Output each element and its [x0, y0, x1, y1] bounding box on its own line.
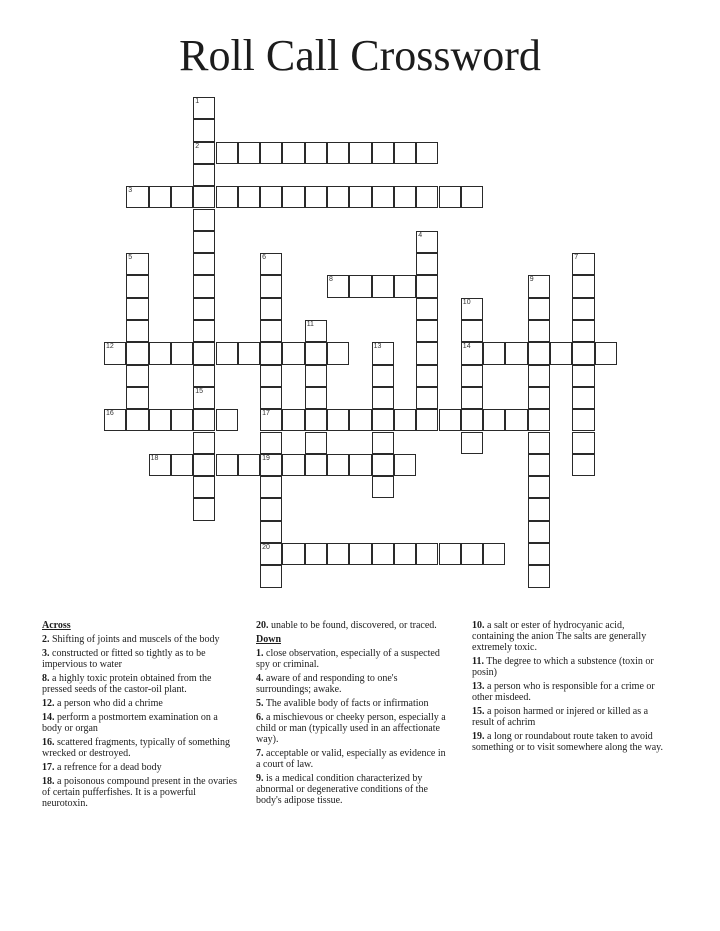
grid-cell[interactable]: [483, 543, 505, 565]
grid-cell[interactable]: [171, 186, 193, 208]
grid-cell[interactable]: [193, 231, 215, 253]
clue-number-label: 1.: [256, 648, 264, 659]
grid-cell[interactable]: [461, 387, 483, 409]
grid-cell[interactable]: [260, 142, 282, 164]
grid-cell[interactable]: [572, 253, 594, 275]
clue-number: 5: [128, 254, 133, 262]
grid-cell[interactable]: [572, 454, 594, 476]
clue-number: 18: [150, 454, 159, 462]
grid-cell[interactable]: [193, 186, 215, 208]
grid-cell[interactable]: [461, 186, 483, 208]
grid-cell[interactable]: [260, 253, 282, 275]
grid-cell[interactable]: [260, 476, 282, 498]
grid-cell[interactable]: [260, 454, 282, 476]
clue-number: 8: [329, 276, 333, 284]
across-heading: Across: [42, 620, 71, 631]
across-clue-list: [42, 634, 238, 809]
clue-number: 12: [106, 343, 114, 351]
clue-number: 1: [195, 98, 200, 105]
grid-cell[interactable]: [171, 409, 193, 431]
grid-cell[interactable]: [483, 342, 505, 364]
clue-text: close observation, especially of a suspected spy or criminal.: [256, 648, 440, 670]
grid-cell[interactable]: [282, 142, 304, 164]
grid-cell[interactable]: [305, 387, 327, 409]
clue-text: acceptable or valid, especially as evidence in a court of law.: [256, 748, 446, 770]
clue-number: 14: [462, 343, 471, 351]
grid-cell[interactable]: [416, 275, 438, 297]
grid-cell[interactable]: [193, 476, 215, 498]
grid-cell[interactable]: [372, 543, 394, 565]
clue-number-label: 20.: [256, 620, 269, 631]
grid-cell[interactable]: [193, 342, 215, 364]
grid-cell[interactable]: [327, 186, 349, 208]
grid-cell[interactable]: [282, 454, 304, 476]
clues-column-2: [256, 620, 448, 809]
clue-number-label: 11.: [472, 656, 484, 667]
clue-item: [472, 681, 668, 703]
grid-cell[interactable]: [416, 231, 438, 253]
grid-cell[interactable]: [149, 409, 171, 431]
grid-cell[interactable]: [193, 320, 215, 342]
grid-cell[interactable]: [572, 320, 594, 342]
clue-number-label: 19.: [472, 731, 485, 742]
clue-number: 20: [262, 544, 270, 551]
clue-number-label: 18.: [42, 776, 55, 787]
grid-cell[interactable]: [372, 142, 394, 164]
grid-cell[interactable]: [149, 186, 171, 208]
clue-item: [42, 737, 238, 759]
clue-number-label: 8.: [42, 673, 50, 684]
clue-item: [256, 648, 448, 670]
grid-cell[interactable]: [461, 342, 483, 364]
grid-cell[interactable]: [572, 275, 594, 297]
clue-text: Shifting of joints and muscels of the body: [49, 634, 220, 645]
down-clue-list: [256, 648, 448, 806]
grid-cell[interactable]: [528, 342, 550, 364]
grid-cell[interactable]: [193, 275, 215, 297]
grid-cell[interactable]: [305, 432, 327, 454]
grid-cell[interactable]: [126, 298, 148, 320]
grid-cell[interactable]: [104, 342, 126, 364]
grid-cell[interactable]: [372, 476, 394, 498]
grid-cell[interactable]: [126, 387, 148, 409]
grid-cell[interactable]: [416, 320, 438, 342]
grid-cell[interactable]: [349, 409, 371, 431]
grid-cell[interactable]: [416, 142, 438, 164]
grid-cell[interactable]: [416, 387, 438, 409]
grid-cell[interactable]: [260, 342, 282, 364]
grid-cell[interactable]: [282, 186, 304, 208]
grid-cell[interactable]: [528, 543, 550, 565]
grid-cell[interactable]: [461, 409, 483, 431]
clue-text: a mischievous or cheeky person, especially a child or man (typically used in an affectionate way).: [256, 712, 446, 745]
clue-number: 15: [195, 387, 203, 395]
clue-number-label: 13.: [472, 681, 485, 692]
grid-cell[interactable]: [372, 432, 394, 454]
grid-cell[interactable]: [439, 409, 461, 431]
grid-cell[interactable]: [572, 432, 594, 454]
grid-cell[interactable]: [260, 432, 282, 454]
grid-cell[interactable]: [394, 186, 416, 208]
grid-cell[interactable]: [349, 454, 371, 476]
grid-cell[interactable]: [528, 298, 550, 320]
grid-cell[interactable]: [193, 97, 215, 119]
grid-cell[interactable]: [394, 409, 416, 431]
clue-text: a person who did a chrime: [54, 698, 163, 709]
clue-item: [42, 712, 238, 734]
down-clue-list-continued: [472, 620, 668, 753]
grid-cell[interactable]: [327, 342, 349, 364]
grid-cell[interactable]: [550, 342, 572, 364]
clue-number: 7: [574, 254, 579, 262]
grid-cell[interactable]: [572, 409, 594, 431]
grid-cell[interactable]: [305, 454, 327, 476]
grid-cell[interactable]: [461, 298, 483, 320]
grid-cell[interactable]: [126, 275, 148, 297]
grid-cell[interactable]: [349, 275, 371, 297]
grid-cell[interactable]: [372, 186, 394, 208]
grid-cell[interactable]: [260, 186, 282, 208]
clue-number: 10: [462, 298, 471, 306]
grid-cell[interactable]: [327, 409, 349, 431]
grid-cell[interactable]: [372, 454, 394, 476]
grid-cell[interactable]: [349, 142, 371, 164]
grid-cell[interactable]: [126, 342, 148, 364]
grid-cell[interactable]: [505, 342, 527, 364]
across-clue-list-continued: [256, 620, 448, 631]
grid-cell[interactable]: [193, 498, 215, 520]
clue-text: a long or roundabout route taken to avoid something or to visit somewhere along the way.: [472, 731, 663, 753]
clue-number-label: 7.: [256, 748, 264, 759]
grid-cell[interactable]: [260, 543, 282, 565]
clue-item: [256, 773, 448, 806]
clue-item: [42, 634, 238, 645]
grid-cell[interactable]: [260, 387, 282, 409]
clue-number: 19: [262, 454, 270, 462]
clue-item: [472, 620, 668, 653]
grid-cell[interactable]: [528, 387, 550, 409]
grid-cell[interactable]: [193, 142, 215, 164]
grid-cell[interactable]: [327, 543, 349, 565]
clue-item: [472, 656, 668, 678]
clue-number-label: 4.: [256, 673, 264, 684]
grid-cell[interactable]: [193, 365, 215, 387]
clue-text: a salt or ester of hydrocyanic acid, containing the anion The salts are generally extremely toxic.: [472, 620, 647, 653]
grid-cell[interactable]: [416, 543, 438, 565]
clue-text: is a medical condition characterized by abnormal or degenerative conditions of the body's adipose tissue.: [256, 773, 428, 806]
grid-cell[interactable]: [260, 565, 282, 587]
grid-cell[interactable]: [528, 521, 550, 543]
grid-cell[interactable]: [483, 409, 505, 431]
clue-number: 4: [418, 231, 423, 239]
grid-cell[interactable]: [439, 543, 461, 565]
clue-item: [42, 762, 238, 773]
grid-cell[interactable]: [372, 409, 394, 431]
clue-text: aware of and responding to one's surroundings; awake.: [256, 673, 398, 695]
grid-cell[interactable]: [528, 498, 550, 520]
clue-text: a person who is responsible for a crime or other misdeed.: [472, 681, 655, 703]
clue-number-label: 17.: [42, 762, 55, 773]
grid-cell[interactable]: [260, 320, 282, 342]
grid-cell[interactable]: [349, 186, 371, 208]
clue-text: perform a postmortem examination on a body or organ: [42, 712, 218, 734]
clue-number: 11: [306, 321, 314, 328]
clue-item: [42, 648, 238, 670]
grid-cell[interactable]: [416, 342, 438, 364]
clue-text: scattered fragments, typically of something wrecked or destroyed.: [42, 737, 231, 759]
grid-cell[interactable]: [193, 164, 215, 186]
clue-number-label: 5.: [256, 698, 264, 709]
grid-cell[interactable]: [260, 521, 282, 543]
grid-cell[interactable]: [305, 409, 327, 431]
grid-cell[interactable]: [171, 342, 193, 364]
grid-cell[interactable]: [416, 409, 438, 431]
grid-cell[interactable]: [461, 365, 483, 387]
grid-cell[interactable]: [149, 342, 171, 364]
clue-number: 16: [106, 410, 114, 418]
clue-number-label: 14.: [42, 712, 55, 723]
grid-cell[interactable]: [193, 119, 215, 141]
clue-item: [256, 748, 448, 770]
clue-item: [256, 698, 448, 709]
grid-cell[interactable]: [126, 253, 148, 275]
grid-cell[interactable]: [327, 275, 349, 297]
grid-cell[interactable]: [305, 342, 327, 364]
grid-cell[interactable]: [572, 387, 594, 409]
clue-number-label: 3.: [42, 648, 50, 659]
grid-cell[interactable]: [528, 476, 550, 498]
clue-number: 17: [262, 410, 270, 418]
grid-cell[interactable]: [372, 275, 394, 297]
clue-number-label: 6.: [256, 712, 264, 723]
grid-cell[interactable]: [260, 275, 282, 297]
clue-number-label: 9.: [256, 773, 264, 784]
grid-cell[interactable]: [528, 409, 550, 431]
grid-cell[interactable]: [126, 365, 148, 387]
grid-cell[interactable]: [372, 342, 394, 364]
clues-column-1: [42, 620, 238, 812]
clue-item: [256, 620, 448, 631]
grid-cell[interactable]: [394, 275, 416, 297]
grid-cell[interactable]: [528, 565, 550, 587]
grid-cell[interactable]: [595, 342, 617, 364]
grid-cell[interactable]: [193, 387, 215, 409]
clue-text: constructed or fitted so tightly as to be impervious to water: [42, 648, 206, 670]
grid-cell[interactable]: [260, 365, 282, 387]
clue-item: [42, 698, 238, 709]
grid-cell[interactable]: [260, 298, 282, 320]
grid-cell[interactable]: [394, 454, 416, 476]
grid-cell[interactable]: [282, 409, 304, 431]
grid-cell[interactable]: [327, 142, 349, 164]
grid-cell[interactable]: [216, 342, 238, 364]
clue-item: [472, 731, 668, 753]
clue-number-label: 10.: [472, 620, 485, 631]
grid-cell[interactable]: [416, 298, 438, 320]
grid-cell[interactable]: [327, 454, 349, 476]
clue-text: a poison harmed or injered or killed as a result of achrim: [472, 706, 649, 728]
grid-cell[interactable]: [260, 498, 282, 520]
clue-item: [256, 673, 448, 695]
grid-cell[interactable]: [416, 186, 438, 208]
clue-text: a highly toxic protein obtained from the pressed seeds of the castor-oil plant.: [42, 673, 212, 695]
clue-number: 13: [373, 343, 382, 351]
grid-cell[interactable]: [528, 275, 550, 297]
down-heading: Down: [256, 634, 282, 645]
grid-cell[interactable]: [305, 365, 327, 387]
clue-number: 6: [262, 254, 266, 262]
grid-cell[interactable]: [372, 387, 394, 409]
grid-cell[interactable]: [394, 543, 416, 565]
grid-cell[interactable]: [305, 142, 327, 164]
grid-cell[interactable]: [216, 186, 238, 208]
grid-cell[interactable]: [126, 409, 148, 431]
grid-cell[interactable]: [461, 543, 483, 565]
grid-cell[interactable]: [149, 454, 171, 476]
grid-cell[interactable]: [171, 454, 193, 476]
clue-number: 9: [529, 276, 534, 284]
grid-cell[interactable]: [238, 342, 260, 364]
grid-cell[interactable]: [104, 409, 126, 431]
grid-cell[interactable]: [193, 454, 215, 476]
clue-number-label: 12.: [42, 698, 55, 709]
clue-text: unable to be found, discovered, or traced.: [268, 620, 437, 631]
grid-cell[interactable]: [216, 142, 238, 164]
clue-number: 2: [195, 142, 200, 150]
grid-cell[interactable]: [528, 454, 550, 476]
grid-cell[interactable]: [260, 409, 282, 431]
grid-cell[interactable]: [193, 209, 215, 231]
grid-cell[interactable]: [305, 186, 327, 208]
grid-cell[interactable]: [216, 454, 238, 476]
grid-cell[interactable]: [238, 142, 260, 164]
grid-cell[interactable]: [193, 432, 215, 454]
grid-cell[interactable]: [282, 342, 304, 364]
grid-cell[interactable]: [461, 432, 483, 454]
clue-text: The avalible body of facts or infirmation: [263, 698, 429, 709]
clue-number-label: 2.: [42, 634, 50, 645]
grid-cell[interactable]: [528, 432, 550, 454]
grid-cell[interactable]: [528, 365, 550, 387]
clue-number-label: 16.: [42, 737, 55, 748]
grid-cell[interactable]: [282, 543, 304, 565]
clue-item: [256, 712, 448, 745]
grid-cell[interactable]: [238, 454, 260, 476]
grid-cell[interactable]: [193, 298, 215, 320]
grid-cell[interactable]: [193, 253, 215, 275]
grid-cell[interactable]: [416, 365, 438, 387]
clue-text: The degree to which a substence (toxin or posin): [472, 656, 654, 678]
grid-cell[interactable]: [439, 186, 461, 208]
puzzle-title: Roll Call Crossword: [179, 31, 541, 80]
grid-cell[interactable]: [461, 320, 483, 342]
grid-cell[interactable]: [305, 543, 327, 565]
grid-cell[interactable]: [572, 365, 594, 387]
grid-cell[interactable]: [505, 409, 527, 431]
grid-cell[interactable]: [305, 320, 327, 342]
grid-cell[interactable]: [193, 409, 215, 431]
grid-cell[interactable]: [416, 253, 438, 275]
grid-cell[interactable]: [349, 543, 371, 565]
clue-text: a refrence for a dead body: [54, 762, 162, 773]
grid-cell[interactable]: [216, 409, 238, 431]
clue-text: a poisonous compound present in the ovaries of certain pufferfishes. It is a powerful neurotoxin.: [42, 776, 237, 809]
grid-cell[interactable]: [238, 186, 260, 208]
clue-number: 3: [128, 187, 133, 195]
grid-cell[interactable]: [126, 186, 148, 208]
clue-item: [42, 776, 238, 809]
clue-number-label: 15.: [472, 706, 485, 717]
clues-column-3: [472, 620, 668, 756]
clue-item: [42, 673, 238, 695]
grid-cell[interactable]: [572, 342, 594, 364]
grid-cell[interactable]: [528, 320, 550, 342]
grid-cell[interactable]: [572, 298, 594, 320]
grid-cell[interactable]: [126, 320, 148, 342]
grid-cell[interactable]: [394, 142, 416, 164]
clue-item: [472, 706, 668, 728]
grid-cell[interactable]: [372, 365, 394, 387]
